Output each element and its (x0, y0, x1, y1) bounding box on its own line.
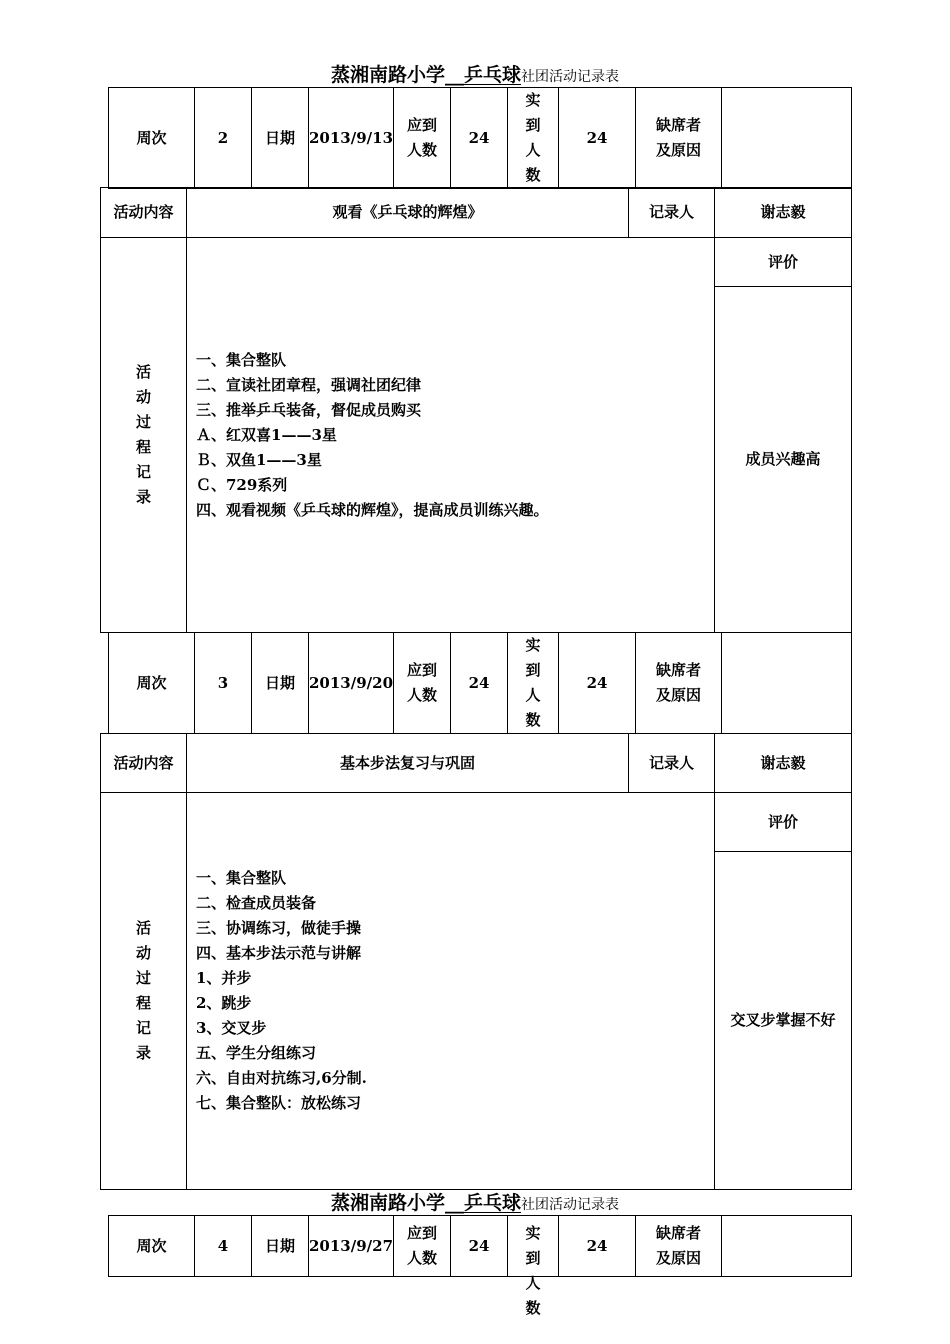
process-line: Ｂ、双鱼1——3星 (196, 450, 322, 469)
recorder-label: 记录人 (629, 188, 715, 238)
process-label: 活动过程记录 (101, 238, 187, 633)
expected-value: 24 (451, 1216, 508, 1277)
record-2-header-table (108, 632, 852, 734)
expected-value: 24 (451, 88, 508, 189)
expected-label: 应到人数 (394, 633, 451, 734)
process-line: 一、集合整队 (196, 350, 287, 369)
evaluation-label: 评价 (715, 793, 852, 852)
record-3-header-table (108, 1215, 852, 1317)
title-suffix: 社团活动记录表 (521, 69, 620, 85)
evaluation-label: 评价 (715, 238, 852, 287)
absent-value (722, 1216, 852, 1277)
school-name: 蒸湘南路小学 (330, 64, 445, 86)
week-value: 2 (195, 88, 252, 189)
absent-value (722, 88, 852, 189)
content-value: 观看《乒乓球的辉煌》 (187, 188, 629, 238)
actual-label: 实到人数 (508, 88, 559, 189)
process-line: 2、跳步 (196, 994, 252, 1012)
record-1-body-table (100, 187, 852, 633)
process-line: 二、宣读社团章程，强调社团纪律 (196, 375, 422, 394)
title-blank: __ (445, 64, 464, 86)
process-line: 一、集合整队 (196, 869, 287, 887)
process-line: 二、检查成员装备 (196, 894, 317, 912)
process-line: 三、推举乒乓装备，督促成员购买 (196, 400, 422, 419)
club-name: 乒乓球 (464, 1192, 522, 1214)
evaluation-value: 成员兴趣高 (715, 287, 852, 633)
date-label: 日期 (252, 633, 309, 734)
recorder-value: 谢志毅 (715, 188, 852, 238)
process-line: 五、学生分组练习 (196, 1044, 317, 1062)
content-label: 活动内容 (101, 734, 187, 793)
actual-value: 24 (559, 633, 636, 734)
actual-label: 实到人数 (508, 633, 559, 734)
record-2-body-table (100, 733, 852, 1190)
recorder-label: 记录人 (629, 734, 715, 793)
process-line: 三、协调练习，做徒手操 (196, 919, 362, 937)
actual-value: 24 (559, 88, 636, 189)
date-value: 2013/9/13 (309, 88, 394, 189)
date-value: 2013/9/20 (309, 633, 394, 734)
process-line: 四、基本步法示范与讲解 (196, 944, 362, 962)
title-suffix: 社团活动记录表 (521, 1197, 620, 1213)
school-name: 蒸湘南路小学 (330, 1192, 445, 1214)
process-content (187, 238, 715, 633)
process-line: 3、交叉步 (196, 1019, 267, 1037)
actual-value: 24 (559, 1216, 636, 1277)
process-line: 六、自由对抗练习,6分制. (196, 1069, 367, 1087)
actual-label: 实到人数 (508, 1216, 559, 1277)
recorder-value: 谢志毅 (715, 734, 852, 793)
process-line: 四、观看视频《乒乓球的辉煌》，提高成员训练兴趣。 (196, 500, 549, 519)
page-title-2 (0, 1190, 950, 1216)
absent-value (722, 633, 852, 734)
expected-label: 应到人数 (394, 1216, 451, 1277)
expected-label: 应到人数 (394, 88, 451, 189)
content-label: 活动内容 (101, 188, 187, 238)
process-line: 七、集合整队：放松练习 (196, 1094, 362, 1112)
week-label: 周次 (109, 1216, 195, 1277)
evaluation-value: 交叉步掌握不好 (715, 852, 852, 1190)
process-label: 活动过程记录 (101, 793, 187, 1190)
week-label: 周次 (109, 633, 195, 734)
record-1-header-table (108, 87, 852, 189)
process-line: Ａ、红双喜1——3星 (196, 425, 337, 444)
process-line: Ｃ、729系列 (196, 475, 288, 494)
date-label: 日期 (252, 88, 309, 189)
expected-value: 24 (451, 633, 508, 734)
process-line: 1、并步 (196, 969, 252, 987)
title-blank: __ (445, 1192, 464, 1214)
absent-label: 缺席者及原因 (636, 88, 722, 189)
week-label: 周次 (109, 88, 195, 189)
absent-label: 缺席者及原因 (636, 1216, 722, 1277)
week-value: 4 (195, 1216, 252, 1277)
club-name: 乒乓球 (464, 64, 522, 86)
absent-label: 缺席者及原因 (636, 633, 722, 734)
content-value: 基本步法复习与巩固 (187, 734, 629, 793)
page-title (0, 62, 950, 88)
date-label: 日期 (252, 1216, 309, 1277)
process-content (187, 793, 715, 1190)
week-value: 3 (195, 633, 252, 734)
date-value: 2013/9/27 (309, 1216, 394, 1277)
